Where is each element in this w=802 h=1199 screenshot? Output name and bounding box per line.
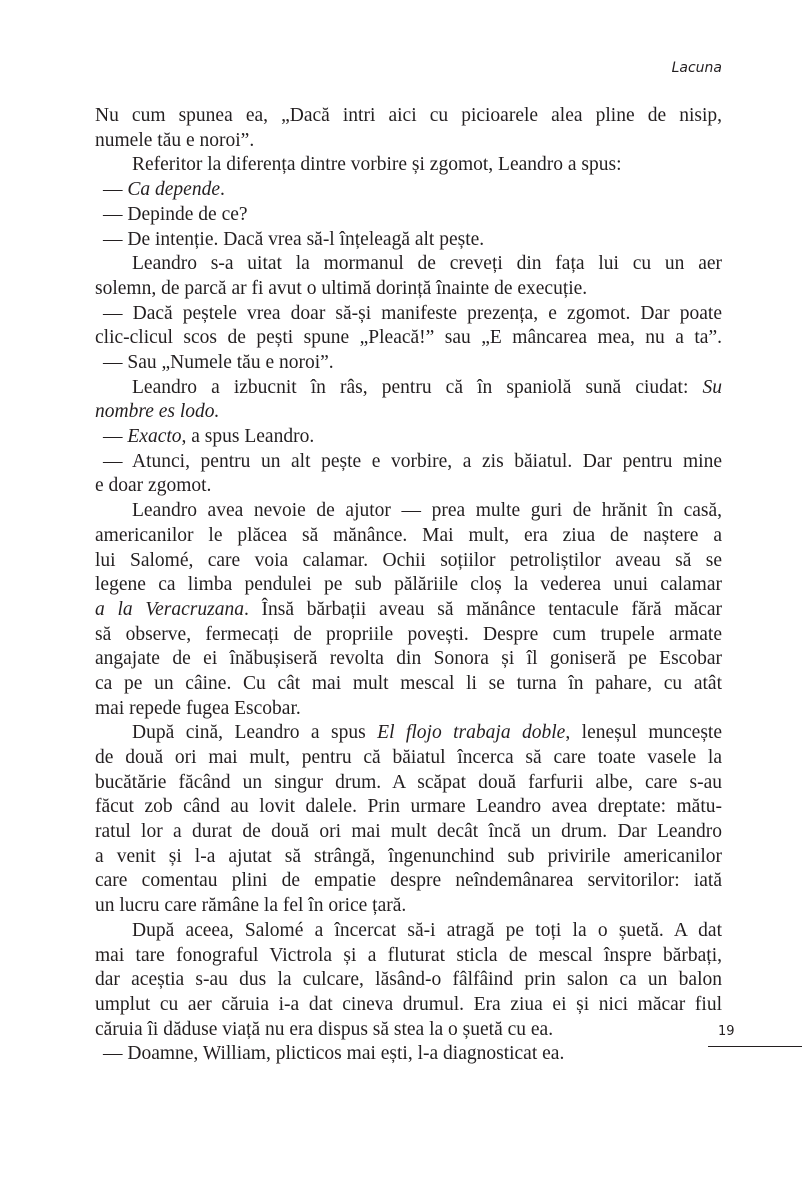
text-segment: mai tare fonograful Victrola și a fluturat sticla de mescal înspre bărbați, — [95, 944, 722, 966]
text-line — [95, 672, 722, 697]
text-segment: clic-clicul scos de pești spune „Pleacă!” sau „E mâncarea mea, nu a ta”. — [95, 327, 722, 349]
italic-text: nombre es lodo. — [95, 401, 220, 423]
text-line — [95, 623, 722, 648]
text-line — [95, 820, 722, 845]
text-segment: — Sau „Numele tău e noroi”. — [103, 351, 334, 373]
text-line — [95, 869, 722, 894]
text-segment: căruia îi dăduse viață nu era dispus să stea la o șuetă cu ea. — [95, 1018, 554, 1040]
text-line — [95, 919, 722, 944]
text-line — [95, 573, 722, 598]
text-line — [95, 524, 722, 549]
text-segment: umplut cu aer căruia i-a dat cineva drumul. Era ziua ei și nici măcar fiul — [95, 993, 722, 1015]
text-line — [95, 252, 722, 277]
text-segment: — Depinde de ce? — [103, 203, 248, 225]
text-segment: . — [219, 179, 225, 201]
text-segment: . Însă bărbații aveau să mănânce tentacule fără măcar — [243, 598, 722, 620]
text-line — [95, 697, 722, 722]
footer-rule — [708, 1046, 802, 1047]
text-line — [95, 647, 722, 672]
text-line — [95, 178, 722, 203]
italic-text: a la Veracruzana — [95, 598, 244, 620]
text-segment: mai repede fugea Escobar. — [95, 697, 301, 719]
text-line — [95, 499, 722, 524]
text-line — [95, 425, 722, 450]
text-line — [95, 845, 722, 870]
body-text — [95, 104, 722, 1067]
italic-text: Exacto — [127, 426, 182, 448]
text-segment: — De intenție. Dacă vrea să-l înțeleagă alt pește. — [103, 228, 485, 250]
text-segment: legene ca limba pendulei pe sub pălăriile cloș la vederea unui calamar — [95, 574, 722, 596]
text-line — [95, 450, 722, 475]
page-number: 19 — [718, 1024, 735, 1039]
text-segment: Leandro a izbucnit în râs, pentru că în spaniolă sună ciudat: — [132, 376, 703, 398]
italic-text: Su — [702, 376, 722, 398]
text-segment: — Atunci, pentru un alt pește e vorbire, a zis băiatul. Dar pentru mine — [103, 450, 722, 472]
text-segment: făcut zob când au lovit dalele. Prin urmare Leandro avea dreptate: mătu- — [95, 796, 722, 818]
italic-text: El flojo trabaja doble — [377, 722, 566, 744]
text-line — [95, 746, 722, 771]
text-segment: , leneșul muncește — [565, 722, 722, 744]
text-segment: — — [103, 426, 128, 448]
text-segment: Referitor la diferența dintre vorbire și zgomot, Leandro a spus: — [132, 154, 622, 176]
text-segment: să observe, fermecați de propriile povești. Despre cum trupele armate — [95, 623, 722, 645]
text-segment: Leandro s-a uitat la mormanul de creveți din fața lui cu un aer — [132, 253, 722, 275]
text-line — [95, 351, 722, 376]
text-line — [95, 894, 722, 919]
text-line — [95, 153, 722, 178]
text-line — [95, 277, 722, 302]
text-segment: — Dacă peștele vrea doar să-și manifeste prezența, e zgomot. Dar poate — [103, 302, 722, 324]
text-segment: a venit și l-a ajutat să strângă, îngenunchind sub privirile americanilor — [95, 845, 722, 867]
text-segment: După aceea, Salomé a încercat să-i atragă pe toți la o șuetă. A dat — [132, 919, 722, 941]
text-segment: Nu cum spunea ea, „Dacă intri aici cu picioarele alea pline de nisip, — [95, 105, 722, 126]
text-line — [95, 376, 722, 401]
text-segment: un lucru care rămâne la fel în orice țară. — [95, 895, 407, 917]
text-segment: americanilor le plăcea să mănânce. Mai mult, era ziua de naștere a — [95, 524, 722, 546]
text-segment: ca pe un câine. Cu cât mai mult mescal li se turna în pahare, cu atât — [95, 672, 722, 694]
italic-text: Ca depende — [127, 179, 220, 201]
text-line — [95, 474, 722, 499]
text-line — [95, 1018, 722, 1043]
text-segment: dar aceștia s-au dus la culcare, lăsând-o fâlfâind prin salon ca un balon — [95, 969, 722, 991]
text-line — [95, 968, 722, 993]
text-line — [95, 1042, 722, 1067]
text-line — [95, 721, 722, 746]
running-header: Lacuna — [671, 60, 722, 76]
text-line — [95, 598, 722, 623]
text-segment: solemn, de parcă ar fi avut o ultimă dorință înainte de execuție. — [95, 277, 588, 299]
text-line — [95, 795, 722, 820]
text-segment: — Doamne, William, plicticos mai ești, l-a diagnosticat ea. — [103, 1043, 565, 1065]
text-line — [95, 944, 722, 969]
text-line — [95, 203, 722, 228]
text-segment: de două ori mai mult, pentru că băiatul încerca să care toate vasele la — [95, 747, 722, 769]
text-line — [95, 400, 722, 425]
text-segment: ratul lor a durat de două ori mai mult decât încă un drum. Dar Leandro — [95, 821, 722, 843]
text-line — [95, 771, 722, 796]
text-segment: — — [103, 179, 128, 201]
text-line — [95, 129, 722, 154]
text-segment: numele tău e noroi”. — [95, 129, 255, 151]
text-line — [95, 228, 722, 253]
text-segment: care comentau plini de empatie despre neîndemânarea servitorilor: iată — [95, 870, 722, 892]
text-segment: bucătărie făcând un singur drum. A scăpat două farfurii albe, care s-au — [95, 771, 722, 793]
text-segment: Leandro avea nevoie de ajutor — prea multe guri de hrănit în casă, — [132, 500, 722, 522]
text-segment: lui Salomé, care voia calamar. Ochii soțiilor petroliștilor aveau să se — [95, 549, 722, 571]
text-line — [95, 104, 722, 129]
text-segment: angajate de ei înăbușiseră revolta din Sonora și îl goniseră pe Escobar — [95, 648, 722, 670]
text-segment: e doar zgomot. — [95, 475, 212, 497]
text-line — [95, 993, 722, 1018]
text-segment: După cină, Leandro a spus — [132, 722, 378, 744]
text-line — [95, 549, 722, 574]
text-segment: , a spus Leandro. — [181, 426, 315, 448]
text-line — [95, 302, 722, 327]
text-line — [95, 326, 722, 351]
